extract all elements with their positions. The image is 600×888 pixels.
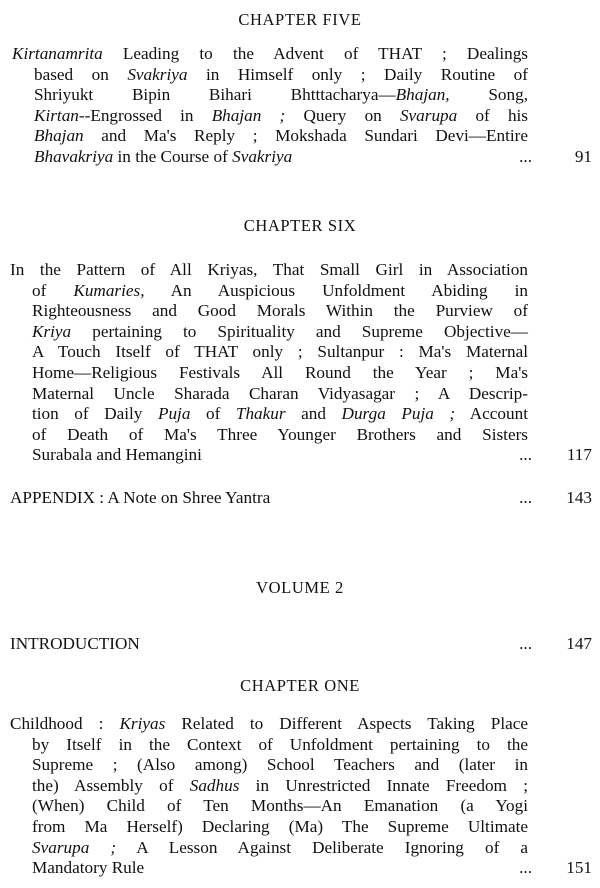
text-run: Leading to the Advent of THAT ; Dealings [102, 44, 528, 63]
chapter-one-heading: CHAPTER ONE [240, 676, 360, 695]
italic-term: Sadhus [189, 775, 240, 795]
text-run: Surabala and Hemangini [32, 445, 202, 465]
appendix-title: APPENDIX : A Note on Shree Yantra [10, 488, 271, 507]
toc-line [32, 384, 528, 405]
chapter-six-heading: CHAPTER SIX [243, 216, 357, 235]
text-run: (When) Child of Ten Months—An Emanation (a Yogi [32, 796, 528, 816]
toc-line [32, 735, 528, 756]
leader-dots: ... [519, 445, 532, 465]
toc-line [32, 817, 528, 838]
italic-term: Bhajan, [395, 85, 450, 105]
text-run: tion of Daily [32, 404, 158, 424]
toc-line [34, 85, 528, 106]
text-run: --Engrossed in [78, 105, 212, 125]
text-run: Mandatory Rule [32, 858, 145, 878]
toc-line [34, 126, 528, 147]
italic-term: Svakriya [232, 147, 293, 166]
italic-term: Bhavakriya [34, 147, 114, 166]
text-run: and [285, 404, 342, 424]
text-run: based on [34, 64, 128, 84]
text-run: In the Pattern of All Kriyas, That Small Girl in Association [10, 260, 528, 279]
text-run: A Lesson Against Deliberate Ignoring of a [116, 837, 528, 857]
toc-line [32, 776, 528, 797]
text-run: Home—Religious Festivals All Round the Year ; Ma's [32, 363, 528, 382]
text-run: of [32, 280, 74, 300]
text-run: pertaining to Spirituality and Supreme Objective— [71, 321, 528, 341]
italic-term: Svakriya [127, 64, 188, 84]
leader-dots: ... [519, 858, 532, 878]
italic-term: Kriyas [119, 714, 166, 733]
text-run: the) Assembly of [32, 775, 190, 795]
leader-dots: ... [519, 488, 532, 507]
toc-line [32, 363, 528, 384]
page-number: 117 [566, 445, 592, 465]
toc-line [32, 755, 528, 776]
text-run: Account [455, 404, 528, 424]
italic-term: Svarupa [399, 105, 458, 125]
italic-term: Bhajan [34, 126, 84, 146]
toc-line [32, 342, 528, 363]
italic-term: Kirtanamrita [12, 44, 103, 63]
toc-line [32, 301, 528, 322]
volume-heading: VOLUME 2 [256, 578, 344, 597]
text-run: A Touch Itself of THAT only ; Sultanpur : Ma's Maternal [32, 342, 528, 362]
introduction-title: INTRODUCTION [10, 634, 140, 653]
italic-term: Kumaries, [73, 280, 145, 300]
italic-term: Thakur [235, 404, 286, 424]
page-number: 147 [566, 634, 592, 653]
toc-line [10, 714, 528, 735]
text-run: and Ma's Reply ; Mokshada Sundari Devi—Entire [83, 126, 528, 146]
text-run: Song, [449, 85, 528, 105]
toc-line [10, 260, 528, 281]
italic-term: Puja [157, 404, 191, 424]
text-run: by Itself in the Context of Unfoldment pertaining to the [32, 734, 528, 754]
text-run: Shriyukt Bipin Bihari Bhtttacharya— [34, 85, 396, 105]
text-run: Related to Different Aspects Taking Place [165, 714, 528, 733]
italic-term: Svarupa ; [32, 837, 117, 857]
toc-line [32, 322, 528, 343]
text-run: Supreme ; (Also among) School Teachers and (later in [32, 755, 528, 775]
text-run: in Himself only ; Daily Routine of [187, 64, 528, 84]
toc-line [34, 106, 528, 127]
toc-line [12, 44, 528, 65]
text-run: from Ma Herself) Declaring (Ma) The Supreme Ultimate [32, 817, 528, 836]
toc-line [32, 404, 528, 425]
page-number: 143 [566, 488, 592, 507]
toc-line [34, 65, 528, 86]
leader-dots: ... [519, 634, 532, 653]
text-run: Righteousness and Good Morals Within the Purview of [32, 301, 528, 321]
text-run: Query on [285, 105, 400, 125]
italic-term: Kirtan [34, 105, 79, 125]
leader-dots: ... [519, 147, 532, 166]
text-run: Maternal Uncle Sharada Charan Vidyasagar ; A Descrip- [32, 383, 528, 403]
italic-term: Kriya [32, 321, 72, 341]
italic-term: Durga Puja ; [341, 404, 456, 424]
toc-line [32, 425, 528, 446]
page-number: 91 [574, 147, 592, 166]
text-run: Childhood : [10, 714, 120, 733]
toc-line [32, 796, 528, 817]
toc-line [32, 838, 528, 859]
chapter-five-heading: CHAPTER FIVE [238, 10, 362, 29]
toc-line [34, 147, 528, 168]
text-run: of his [457, 105, 528, 125]
toc-line [32, 858, 528, 879]
text-run: of Death of Ma's Three Younger Brothers and Sisters [32, 424, 528, 444]
italic-term: Bhajan ; [211, 105, 286, 125]
text-run: in the Course of [113, 147, 233, 166]
page-number: 151 [566, 858, 592, 878]
text-run: An Auspicious Unfoldment Abiding in [144, 280, 528, 300]
toc-line [32, 445, 528, 466]
text-run: of [190, 404, 236, 424]
toc-line [32, 281, 528, 302]
text-run: in Unrestricted Innate Freedom ; [239, 775, 528, 795]
